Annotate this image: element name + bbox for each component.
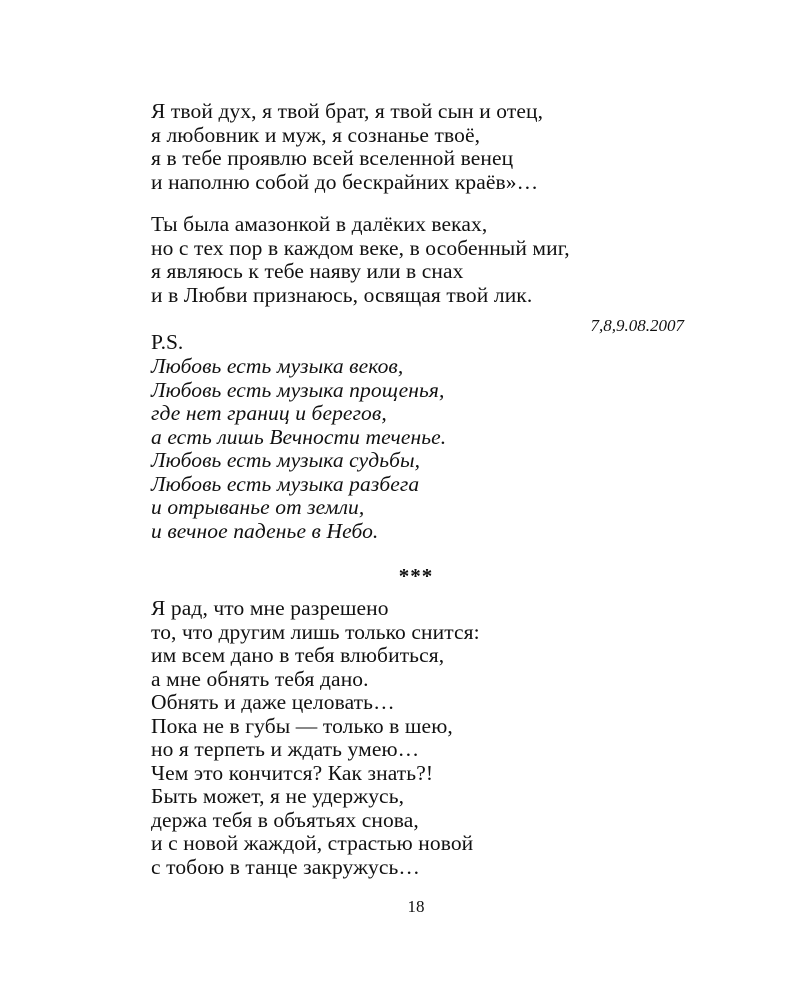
poem-line: я являюсь к тебе наяву или в снах: [151, 259, 464, 283]
poem-date: 7,8,9.08.2007: [590, 316, 684, 335]
poem-line: Я твой дух, я твой брат, я твой сын и отец,: [151, 99, 544, 123]
poem-line: Любовь есть музыка разбега: [151, 471, 420, 496]
poem-stanza-2: [151, 213, 691, 307]
poem-line: им всем дано в тебя влюбиться,: [151, 643, 445, 667]
poem-line: и вечное паденье в Небо.: [151, 518, 379, 543]
poem-line: Чем это кончится? Как знать?!: [151, 760, 434, 785]
poem-line: и с новой жаждой, страстью новой: [151, 831, 474, 855]
poem-line: я любовник и муж, я сознанье твоё,: [151, 122, 481, 147]
poem-stanza-1: [151, 100, 691, 194]
poem-line: с тобою в танце закружусь…: [151, 854, 421, 879]
poem-line: но с тех пор в каждом веке, в особенный миг,: [151, 235, 570, 260]
ps-poem: [151, 355, 691, 543]
poem-line: где нет границ и берегов,: [151, 401, 387, 425]
poem-line: и в Любви признаюсь, освящая твой лик.: [151, 282, 533, 307]
poem-line: и наполню собой до бескрайних краёв»…: [151, 169, 539, 194]
poem-line: Любовь есть музыка прощенья,: [151, 377, 445, 402]
poem-line: а есть лишь Вечности теченье.: [151, 424, 447, 449]
poem-line: Быть может, я не удержусь,: [151, 784, 405, 808]
poem-line: я в тебе проявлю всей вселенной венец: [151, 146, 514, 170]
poem-line: но я терпеть и ждать умею…: [151, 737, 420, 761]
page-number: 18: [407, 897, 425, 916]
poem-stanza-3: [151, 597, 691, 879]
poem-line: и отрыванье от земли,: [151, 495, 365, 519]
poem-line: держа тебя в объятьях снова,: [151, 807, 419, 832]
section-separator: ***: [398, 564, 434, 588]
poem-line: Я рад, что мне разрешено: [151, 596, 389, 620]
poem-line: Обнять и даже целовать…: [151, 690, 395, 714]
poem-line: Пока не в губы — только в шею,: [151, 713, 453, 738]
poem-line: Любовь есть музыка судьбы,: [151, 448, 421, 472]
poem-line: Ты была амазонкой в далёких веках,: [151, 212, 488, 236]
poem-line: а мне обнять тебя дано.: [151, 666, 369, 691]
ps-heading: P.S.: [151, 330, 184, 354]
poem-line: то, что другим лишь только снится:: [151, 619, 480, 644]
poem-line: Любовь есть музыка веков,: [151, 354, 404, 378]
